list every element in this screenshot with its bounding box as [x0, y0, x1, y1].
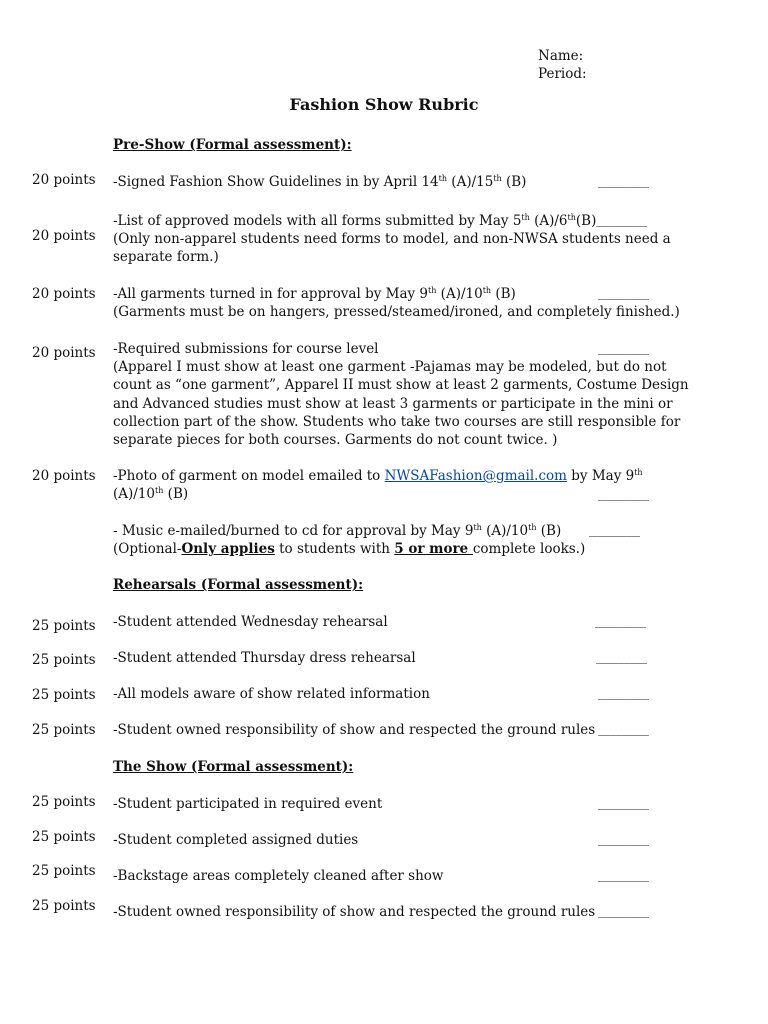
points-label: 20 points	[32, 286, 96, 302]
score-blank: __________	[596, 650, 646, 664]
score-blank: __________	[598, 341, 648, 355]
points-label: 25 points	[32, 687, 96, 703]
rubric-item: -Student owned responsibility of show and respected the ground rules	[113, 904, 596, 920]
points-label: 20 points	[32, 345, 96, 361]
score-blank: __________	[595, 614, 645, 628]
score-blank: __________	[598, 174, 648, 188]
score-blank: __________	[589, 523, 639, 537]
rubric-item-garments: -All garments turned in for approval by May 9th (A)/10th (B) (Garments must be on hangers, pressed/steamed/ironed, and completely finished.)	[113, 286, 680, 321]
points-label: 25 points	[32, 794, 96, 810]
rubric-item-guidelines: -Signed Fashion Show Guidelines in by April 14th (A)/15th (B)	[113, 174, 527, 190]
score-blank: __________	[598, 487, 648, 501]
points-label: 25 points	[32, 652, 96, 668]
score-blank: __________	[598, 832, 648, 846]
rubric-item: -Student attended Wednesday rehearsal	[113, 614, 388, 630]
section-heading-rehearsals: Rehearsals (Formal assessment):	[113, 577, 364, 593]
rubric-item-photo: -Photo of garment on model emailed to NWSAFashion@gmail.com by May 9th (A)/10th (B)	[113, 468, 643, 503]
points-label: 20 points	[32, 468, 96, 484]
points-label: 25 points	[32, 898, 96, 914]
points-label: 20 points	[32, 172, 96, 188]
rubric-item-course-level: -Required submissions for course level (Apparel I must show at least one garment -Pajamas may be modeled, but do not count as “one garment”, Apparel II must show at least 2 garments, Costume Design and Advanced studies must show at least 3 garments or participate in the mini or collection part of the show. Students who take two courses are still responsible for separate pieces for both courses. Garments do not count twice. )	[113, 341, 689, 449]
points-label: 25 points	[32, 722, 96, 738]
rubric-item: -Student participated in required event	[113, 796, 383, 812]
rubric-item: -All models aware of show related information	[113, 686, 430, 702]
score-blank: __________	[598, 904, 648, 918]
points-label: 25 points	[32, 863, 96, 879]
score-blank: __________	[598, 868, 648, 882]
score-blank: __________	[596, 213, 646, 227]
rubric-item-models: -List of approved models with all forms submitted by May 5th (A)/6th(B) (Only non-apparel students need forms to model, and non-NWSA students need a separate form.)	[113, 213, 671, 266]
period-label: Period:	[538, 66, 587, 82]
score-blank: __________	[598, 686, 648, 700]
score-blank: __________	[598, 722, 648, 736]
rubric-item: -Student owned responsibility of show and respected the ground rules	[113, 722, 596, 738]
points-label: 20 points	[32, 228, 96, 244]
points-label: 25 points	[32, 618, 96, 634]
score-blank: __________	[598, 286, 648, 300]
name-label: Name:	[538, 48, 584, 64]
section-heading-pre-show: Pre-Show (Formal assessment):	[113, 137, 352, 153]
page-title: Fashion Show Rubric	[289, 95, 479, 114]
score-blank: __________	[598, 796, 648, 810]
points-label: 25 points	[32, 829, 96, 845]
rubric-item: -Student completed assigned duties	[113, 832, 359, 848]
email-link[interactable]: NWSAFashion@gmail.com	[384, 468, 567, 484]
rubric-item: -Backstage areas completely cleaned after show	[113, 868, 444, 884]
rubric-item-music: - Music e-mailed/burned to cd for approval by May 9th (A)/10th (B) (Optional-Only applies to students with 5 or more complete looks.)	[113, 523, 586, 558]
rubric-item: -Student attended Thursday dress rehearsal	[113, 650, 416, 666]
section-heading-show: The Show (Formal assessment):	[113, 759, 354, 775]
